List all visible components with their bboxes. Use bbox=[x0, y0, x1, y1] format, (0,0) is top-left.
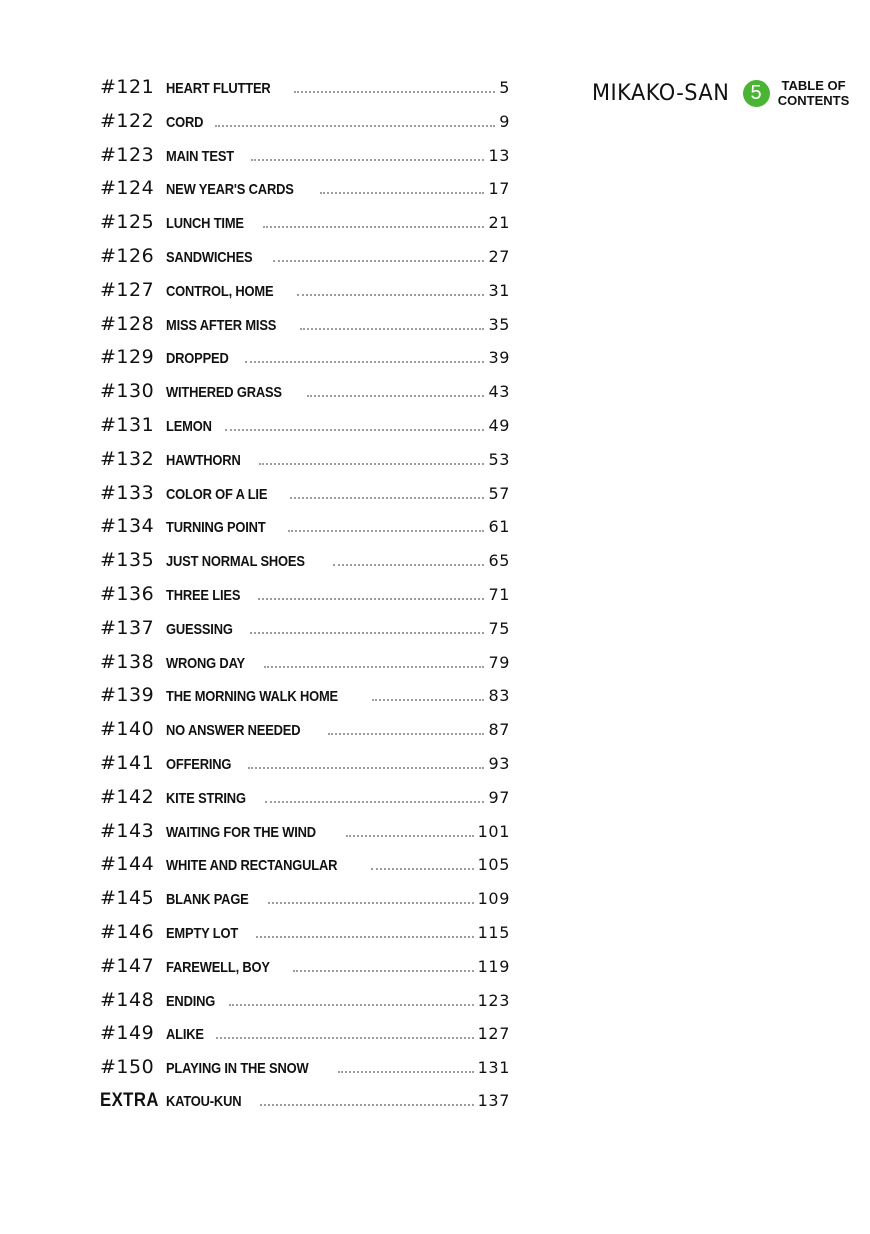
chapter-number: #140 bbox=[100, 718, 155, 741]
chapter-number: #122 bbox=[100, 109, 155, 132]
dot-leader bbox=[216, 1037, 474, 1039]
chapter-title: LUNCH TIME bbox=[166, 215, 244, 233]
chapter-page-number: 31 bbox=[488, 280, 510, 300]
chapter-number: #137 bbox=[100, 616, 155, 639]
chapter-row[interactable] bbox=[100, 684, 510, 718]
chapter-row[interactable] bbox=[100, 955, 510, 989]
dot-leader bbox=[300, 328, 484, 330]
chapter-number: #145 bbox=[100, 887, 155, 910]
chapter-row[interactable] bbox=[100, 617, 510, 651]
dot-leader bbox=[294, 91, 496, 93]
chapter-page-number: 75 bbox=[488, 618, 510, 638]
chapter-title: TURNING POINT bbox=[166, 519, 266, 537]
chapter-row[interactable] bbox=[100, 820, 510, 854]
chapter-row[interactable] bbox=[100, 313, 510, 347]
chapter-row[interactable] bbox=[100, 482, 510, 516]
series-title: MIKAKO-SAN bbox=[592, 80, 730, 106]
dot-leader bbox=[338, 1071, 474, 1073]
toc-label-line1: TABLE OF bbox=[781, 78, 846, 93]
toc-label-line2: CONTENTS bbox=[777, 93, 850, 108]
chapter-title: JUST NORMAL SHOES bbox=[166, 553, 305, 571]
chapter-number: #148 bbox=[100, 988, 155, 1011]
chapter-title: THE MORNING WALK HOME bbox=[166, 688, 338, 706]
chapter-title: GUESSING bbox=[166, 620, 233, 638]
dot-leader bbox=[268, 902, 474, 904]
chapter-title: WHITE AND RECTANGULAR bbox=[166, 857, 338, 875]
chapter-row[interactable] bbox=[100, 177, 510, 211]
chapter-page-number: 105 bbox=[477, 855, 510, 875]
chapter-number: #142 bbox=[100, 785, 155, 808]
dot-leader bbox=[263, 226, 485, 228]
chapter-number: #149 bbox=[100, 1022, 155, 1045]
chapter-title: COLOR OF A LIE bbox=[166, 485, 268, 503]
chapter-page-number: 57 bbox=[488, 483, 510, 503]
dot-leader bbox=[259, 463, 485, 465]
chapter-page-number: 65 bbox=[488, 551, 510, 571]
dot-leader bbox=[346, 835, 473, 837]
chapter-title: OFFERING bbox=[166, 755, 232, 773]
chapter-number: EXTRA bbox=[100, 1089, 159, 1111]
chapter-page-number: 13 bbox=[488, 145, 510, 165]
chapter-page-number: 115 bbox=[477, 922, 510, 942]
chapter-number: #131 bbox=[100, 413, 155, 436]
chapter-title: CORD bbox=[166, 113, 204, 131]
chapter-row[interactable] bbox=[100, 144, 510, 178]
chapter-row[interactable] bbox=[100, 786, 510, 820]
chapter-title: KITE STRING bbox=[166, 789, 246, 807]
chapter-row[interactable] bbox=[100, 1090, 510, 1124]
chapter-page-number: 93 bbox=[488, 753, 510, 773]
chapter-page-number: 79 bbox=[488, 652, 510, 672]
volume-number-badge: 5 bbox=[743, 80, 770, 107]
chapter-title: LEMON bbox=[166, 417, 212, 435]
chapter-title: CONTROL, HOME bbox=[166, 282, 274, 300]
chapter-page-number: 61 bbox=[488, 517, 510, 537]
chapter-row[interactable] bbox=[100, 651, 510, 685]
chapter-title: KATOU-KUN bbox=[166, 1092, 242, 1110]
chapter-title: ENDING bbox=[166, 992, 216, 1010]
chapter-title: NEW YEAR'S CARDS bbox=[166, 181, 294, 199]
chapter-row[interactable] bbox=[100, 887, 510, 921]
chapter-number: #150 bbox=[100, 1056, 155, 1079]
dot-leader bbox=[248, 767, 485, 769]
chapter-number: #126 bbox=[100, 244, 155, 267]
dot-leader bbox=[229, 1004, 474, 1006]
chapter-page-number: 101 bbox=[477, 821, 510, 841]
chapter-title: SANDWICHES bbox=[166, 248, 253, 266]
dot-leader bbox=[265, 801, 485, 803]
chapter-title: HEART FLUTTER bbox=[166, 80, 271, 97]
chapter-page-number: 35 bbox=[488, 314, 510, 334]
chapter-title: ALIKE bbox=[166, 1026, 204, 1044]
chapter-number: #130 bbox=[100, 380, 155, 403]
dot-leader bbox=[328, 733, 484, 735]
chapter-number: #127 bbox=[100, 278, 155, 301]
dot-leader bbox=[245, 361, 485, 363]
dot-leader bbox=[256, 936, 474, 938]
chapter-number: #136 bbox=[100, 582, 155, 605]
dot-leader bbox=[273, 260, 485, 262]
chapter-number: #144 bbox=[100, 853, 155, 876]
chapter-page-number: 109 bbox=[477, 889, 510, 909]
chapter-title: DROPPED bbox=[166, 350, 229, 368]
chapter-row[interactable] bbox=[100, 279, 510, 313]
chapter-title: EMPTY LOT bbox=[166, 924, 239, 942]
chapter-page-number: 137 bbox=[477, 1090, 510, 1110]
chapter-page-number: 119 bbox=[477, 956, 510, 976]
dot-leader bbox=[260, 1104, 474, 1106]
chapter-row[interactable] bbox=[100, 752, 510, 786]
chapter-row[interactable] bbox=[100, 380, 510, 414]
chapter-row[interactable] bbox=[100, 448, 510, 482]
chapter-row[interactable] bbox=[100, 1056, 510, 1090]
chapter-row[interactable] bbox=[100, 515, 510, 549]
chapter-page-number: 87 bbox=[488, 720, 510, 740]
chapter-number: #134 bbox=[100, 515, 155, 538]
chapter-number: #133 bbox=[100, 481, 155, 504]
chapter-page-number: 17 bbox=[488, 179, 510, 199]
chapter-title: WITHERED GRASS bbox=[166, 384, 282, 402]
chapter-row[interactable] bbox=[100, 1022, 510, 1056]
chapter-row[interactable] bbox=[100, 414, 510, 448]
chapter-row[interactable] bbox=[100, 110, 510, 144]
dot-leader bbox=[264, 666, 485, 668]
dot-leader bbox=[307, 395, 485, 397]
chapter-page-number: 131 bbox=[477, 1058, 510, 1078]
chapter-page-number: 53 bbox=[488, 449, 510, 469]
chapter-number: #147 bbox=[100, 954, 155, 977]
chapter-number: #141 bbox=[100, 751, 155, 774]
chapter-row[interactable] bbox=[100, 853, 510, 887]
chapter-title: WRONG DAY bbox=[166, 654, 245, 672]
chapter-page-number: 9 bbox=[499, 111, 510, 131]
dot-leader bbox=[320, 192, 484, 194]
chapter-title: PLAYING IN THE SNOW bbox=[166, 1060, 309, 1078]
dot-leader bbox=[250, 632, 485, 634]
chapter-title: MAIN TEST bbox=[166, 147, 234, 165]
chapter-title: THREE LIES bbox=[166, 586, 241, 604]
chapter-number: #139 bbox=[100, 684, 155, 707]
chapter-row[interactable] bbox=[100, 211, 510, 245]
chapter-page-number: 49 bbox=[488, 415, 510, 435]
chapter-row[interactable] bbox=[100, 346, 510, 380]
dot-leader bbox=[215, 125, 495, 127]
volume-header bbox=[592, 78, 851, 108]
dot-leader bbox=[297, 294, 485, 296]
chapter-row[interactable] bbox=[100, 549, 510, 583]
chapter-number: #125 bbox=[100, 211, 155, 234]
chapter-page-number: 43 bbox=[488, 382, 510, 402]
chapter-row[interactable] bbox=[100, 76, 510, 110]
chapter-number: #128 bbox=[100, 312, 155, 335]
chapter-row[interactable] bbox=[100, 989, 510, 1023]
dot-leader bbox=[288, 530, 485, 532]
chapter-number: #135 bbox=[100, 549, 155, 572]
chapter-page-number: 27 bbox=[488, 246, 510, 266]
chapter-row[interactable] bbox=[100, 245, 510, 279]
chapter-number: #138 bbox=[100, 650, 155, 673]
table-of-contents bbox=[100, 76, 510, 1124]
chapter-page-number: 123 bbox=[477, 990, 510, 1010]
chapter-page-number: 127 bbox=[477, 1024, 510, 1044]
chapter-title: NO ANSWER NEEDED bbox=[166, 722, 301, 740]
chapter-number: #121 bbox=[100, 76, 155, 98]
chapter-number: #124 bbox=[100, 177, 155, 200]
chapter-number: #123 bbox=[100, 143, 155, 166]
dot-leader bbox=[225, 429, 484, 431]
table-of-contents-label bbox=[777, 78, 851, 108]
chapter-page-number: 83 bbox=[488, 686, 510, 706]
chapter-title: BLANK PAGE bbox=[166, 891, 249, 909]
chapter-number: #129 bbox=[100, 346, 155, 369]
chapter-number: #132 bbox=[100, 447, 155, 470]
chapter-title: MISS AFTER MISS bbox=[166, 316, 277, 334]
dot-leader bbox=[372, 699, 484, 701]
chapter-row[interactable] bbox=[100, 718, 510, 752]
chapter-number: #143 bbox=[100, 819, 155, 842]
chapter-page-number: 39 bbox=[488, 348, 510, 368]
chapter-page-number: 71 bbox=[488, 584, 510, 604]
chapter-page-number: 97 bbox=[488, 787, 510, 807]
chapter-row[interactable] bbox=[100, 583, 510, 617]
dot-leader bbox=[293, 970, 474, 972]
dot-leader bbox=[251, 159, 484, 161]
chapter-title: FAREWELL, BOY bbox=[166, 958, 270, 976]
chapter-row[interactable] bbox=[100, 921, 510, 955]
dot-leader bbox=[371, 868, 474, 870]
dot-leader bbox=[258, 598, 484, 600]
chapter-number: #146 bbox=[100, 920, 155, 943]
chapter-title: HAWTHORN bbox=[166, 451, 241, 469]
dot-leader bbox=[333, 564, 484, 566]
dot-leader bbox=[290, 497, 485, 499]
chapter-page-number: 21 bbox=[488, 213, 510, 233]
chapter-page-number: 5 bbox=[499, 78, 510, 97]
chapter-title: WAITING FOR THE WIND bbox=[166, 823, 316, 841]
